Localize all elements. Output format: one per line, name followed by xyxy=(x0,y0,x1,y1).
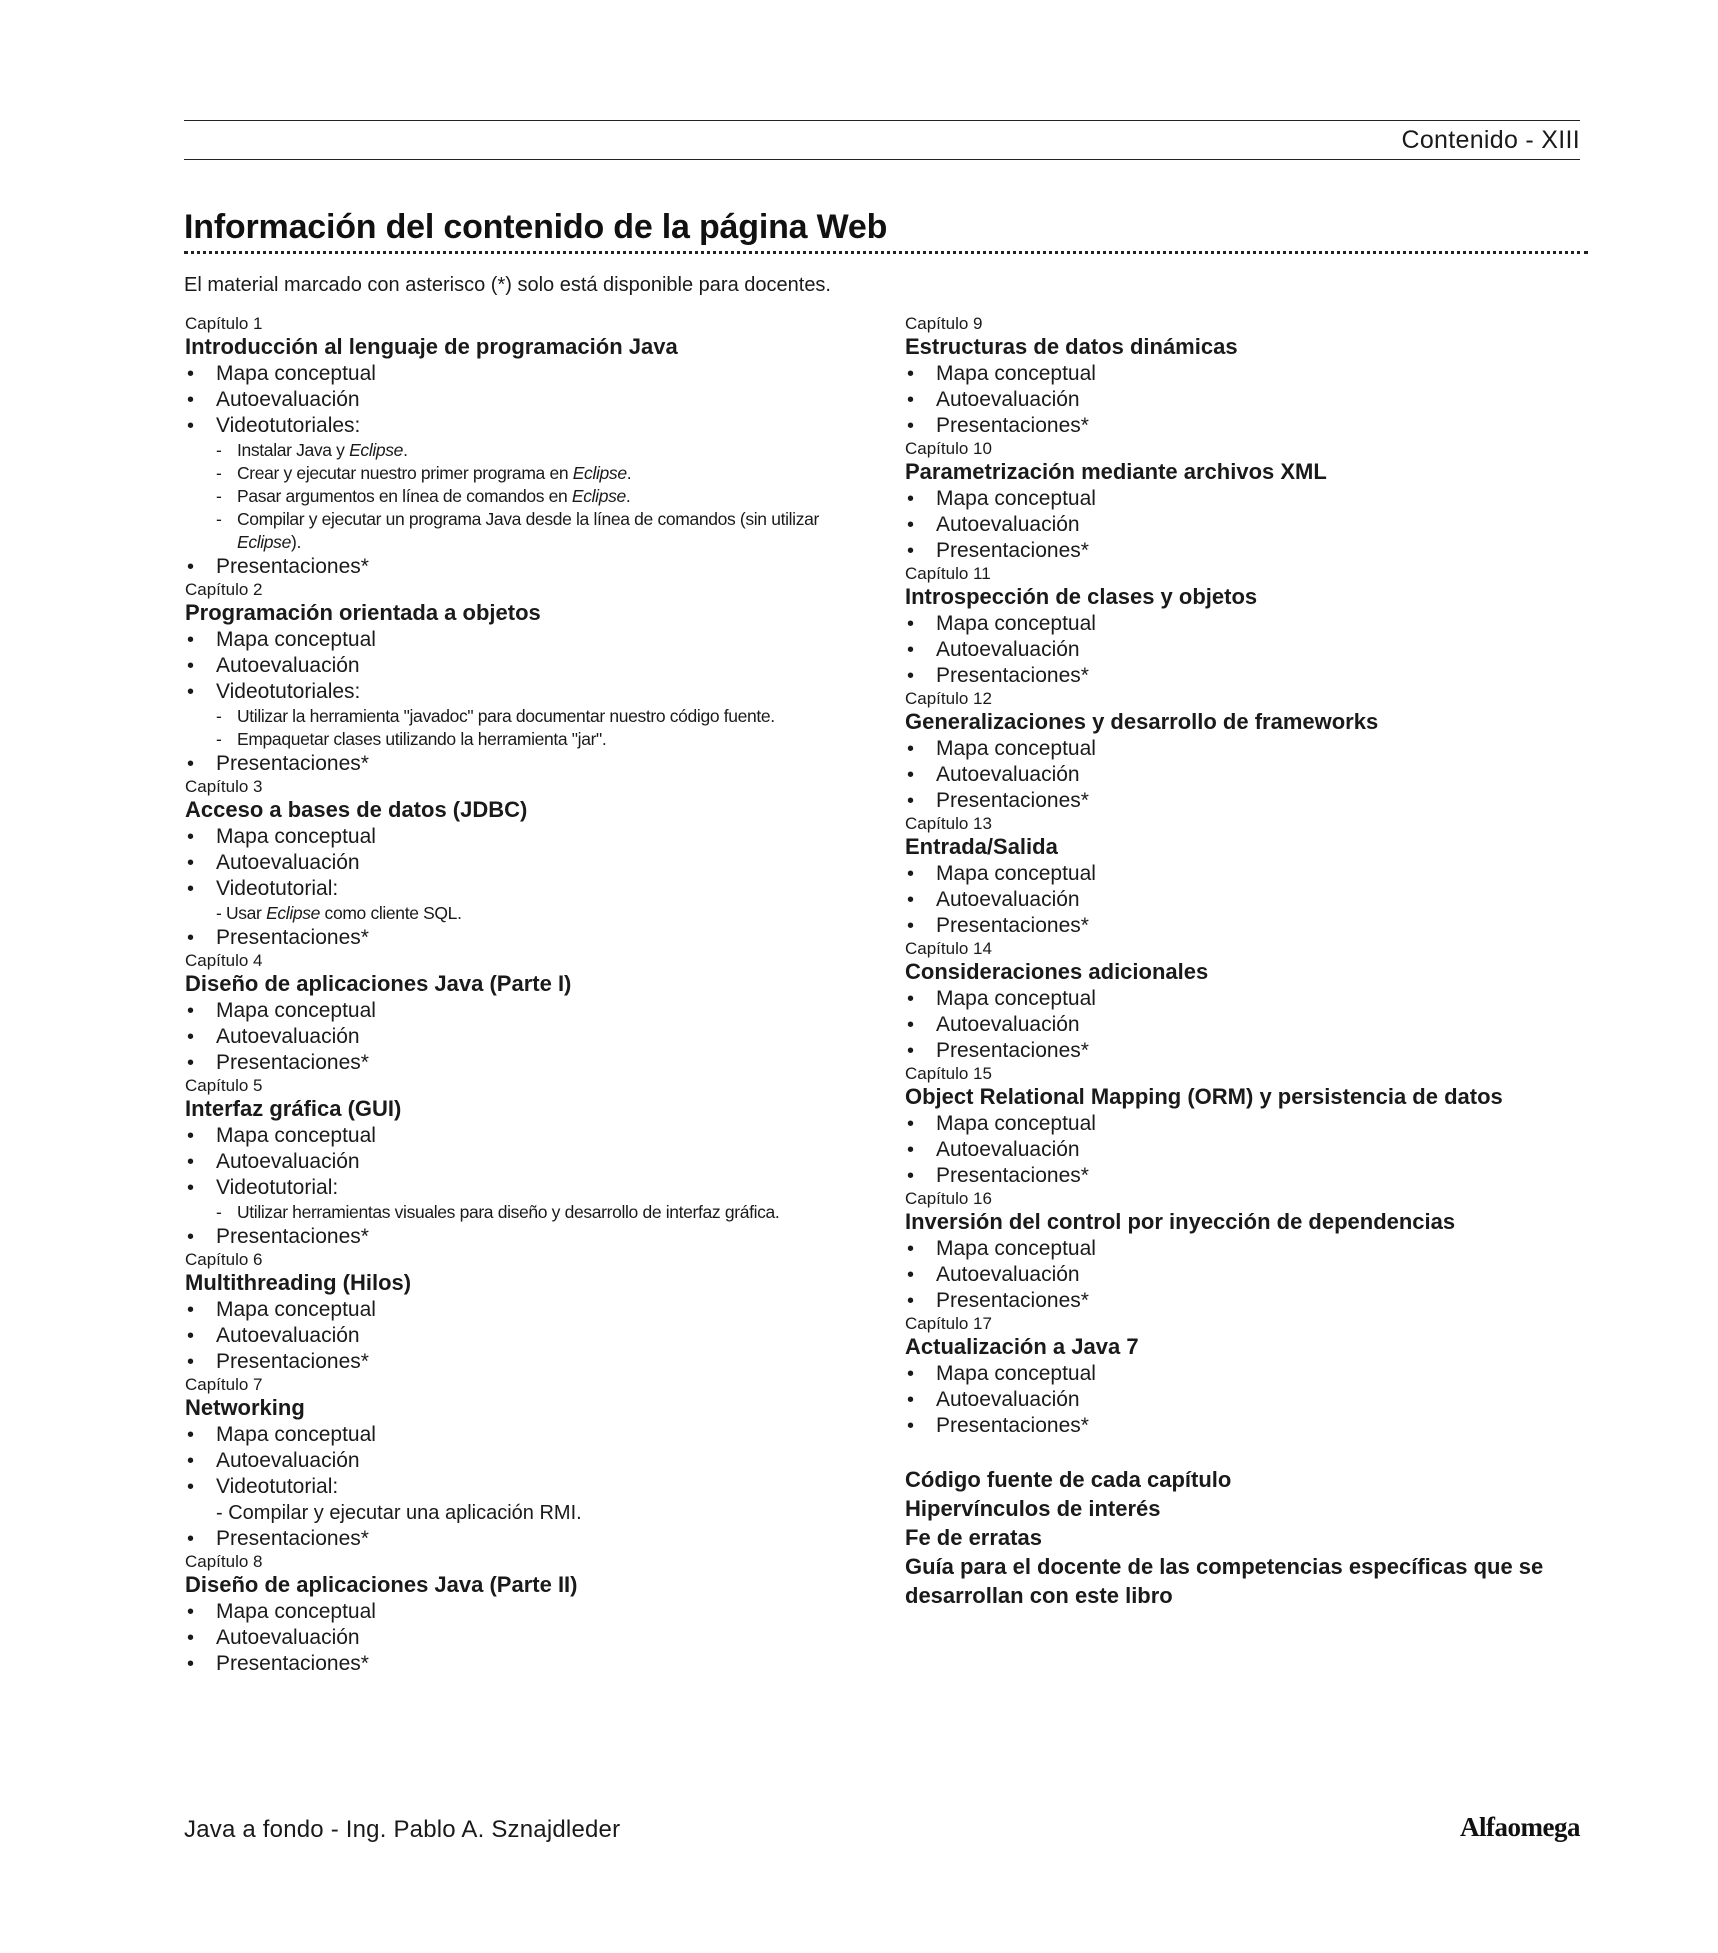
page-title: Información del contenido de la página Web xyxy=(184,208,888,246)
resource-list xyxy=(905,736,1595,814)
resource-item xyxy=(185,1474,875,1500)
resource-item xyxy=(905,1111,1595,1137)
resource-label: Videotutorial: xyxy=(216,877,339,900)
resource-label: Videotutoriales: xyxy=(216,414,361,437)
chapter-title: Programación orientada a objetos xyxy=(185,600,541,625)
resource-label: Autoevaluación xyxy=(936,513,1080,536)
resource-item xyxy=(905,1413,1595,1439)
resource-list xyxy=(905,1361,1595,1439)
resource-item xyxy=(905,486,1595,512)
resource-item xyxy=(905,611,1595,637)
chapter-block xyxy=(185,1552,875,1677)
resource-item xyxy=(185,1224,875,1250)
video-text: . xyxy=(626,463,632,483)
chapter-block xyxy=(185,1375,875,1552)
resource-item xyxy=(185,1625,875,1651)
resource-item xyxy=(185,1323,875,1349)
resource-label: Autoevaluación xyxy=(216,654,360,677)
emphasis-text: Eclipse xyxy=(266,903,321,923)
resource-label: Mapa conceptual xyxy=(936,987,1096,1010)
resource-label: Presentaciones* xyxy=(936,414,1089,437)
resource-label: Autoevaluación xyxy=(936,763,1080,786)
chapter-block xyxy=(905,1314,1595,1439)
resource-label: Presentaciones* xyxy=(936,789,1089,812)
resource-item xyxy=(905,512,1595,538)
resource-label: Presentaciones* xyxy=(936,1164,1089,1187)
resource-label: Mapa conceptual xyxy=(936,612,1096,635)
resource-label: Mapa conceptual xyxy=(216,362,376,385)
resource-list xyxy=(185,361,875,580)
resource-item xyxy=(185,413,875,439)
dash-bullet: - xyxy=(216,509,222,529)
resource-label: Presentaciones* xyxy=(936,1289,1089,1312)
chapter-block xyxy=(905,814,1595,939)
chapter-title: Diseño de aplicaciones Java (Parte I) xyxy=(185,971,572,996)
extra-resource: Fe de erratas xyxy=(905,1525,1042,1550)
video-text: Instalar Java y xyxy=(237,440,350,460)
chapter-block xyxy=(905,689,1595,814)
resource-item xyxy=(185,653,875,679)
resource-item xyxy=(185,1422,875,1448)
resource-list xyxy=(185,1422,875,1552)
resource-item xyxy=(905,736,1595,762)
extra-resource: Guía para el docente de las competencias específicas que se desarrollan con este libro xyxy=(905,1554,1544,1608)
resource-list xyxy=(185,824,875,951)
chapter-number: Capítulo 15 xyxy=(905,1064,992,1083)
resource-label: Mapa conceptual xyxy=(216,999,376,1022)
resource-label: Autoevaluación xyxy=(936,388,1080,411)
chapter-number: Capítulo 11 xyxy=(905,564,991,583)
right-column xyxy=(905,314,1595,1610)
resource-list xyxy=(905,486,1595,564)
chapter-number: Capítulo 16 xyxy=(905,1189,992,1208)
video-item xyxy=(185,1500,875,1526)
chapter-number: Capítulo 1 xyxy=(185,314,263,333)
chapter-title: Generalizaciones y desarrollo de frameworks xyxy=(905,709,1379,734)
video-text: Empaquetar clases utilizando la herramienta "jar". xyxy=(237,729,607,749)
video-list xyxy=(185,1500,875,1526)
resource-item xyxy=(905,788,1595,814)
chapter-block xyxy=(905,1064,1595,1189)
chapter-number: Capítulo 13 xyxy=(905,814,992,833)
chapter-title: Estructuras de datos dinámicas xyxy=(905,334,1238,359)
video-item xyxy=(185,902,875,925)
resource-label: Autoevaluación xyxy=(216,1626,360,1649)
resource-item xyxy=(185,361,875,387)
resource-label: Mapa conceptual xyxy=(216,825,376,848)
chapter-title: Actualización a Java 7 xyxy=(905,1334,1139,1359)
publisher-logo: Alfaomega xyxy=(1460,1812,1580,1842)
resource-item xyxy=(905,887,1595,913)
video-text: - Usar xyxy=(216,903,267,923)
resource-label: Presentaciones* xyxy=(936,539,1089,562)
resource-list xyxy=(185,1123,875,1250)
resource-item xyxy=(905,1012,1595,1038)
resource-item xyxy=(905,1288,1595,1314)
chapter-title: Parametrización mediante archivos XML xyxy=(905,459,1327,484)
resource-item xyxy=(185,824,875,850)
resource-label: Videotutoriales: xyxy=(216,680,361,703)
resource-item xyxy=(185,925,875,951)
resource-label: Presentaciones* xyxy=(936,1414,1089,1437)
right-chapters xyxy=(905,314,1595,1439)
resource-label: Autoevaluación xyxy=(216,851,360,874)
resource-label: Presentaciones* xyxy=(216,555,369,578)
resource-item xyxy=(185,1050,875,1076)
resource-label: Presentaciones* xyxy=(936,1039,1089,1062)
chapter-number: Capítulo 14 xyxy=(905,939,992,958)
resource-label: Videotutorial: xyxy=(216,1475,339,1498)
resource-list xyxy=(905,611,1595,689)
resource-item xyxy=(905,861,1595,887)
video-text: como cliente SQL. xyxy=(320,903,462,923)
chapter-title: Interfaz gráfica (GUI) xyxy=(185,1096,402,1121)
video-item xyxy=(185,1201,875,1224)
resource-label: Autoevaluación xyxy=(936,888,1080,911)
resource-item xyxy=(905,361,1595,387)
footer-book-title: Java a fondo - Ing. Pablo A. Sznajdleder xyxy=(184,1816,621,1843)
chapter-block xyxy=(185,314,875,580)
video-item xyxy=(185,485,875,508)
resource-item xyxy=(185,679,875,705)
resource-label: Mapa conceptual xyxy=(216,1423,376,1446)
header-bottom-rule xyxy=(184,159,1580,160)
resource-label: Mapa conceptual xyxy=(936,362,1096,385)
resource-label: Mapa conceptual xyxy=(936,737,1096,760)
chapter-number: Capítulo 8 xyxy=(185,1552,263,1571)
chapter-number: Capítulo 17 xyxy=(905,1314,992,1333)
emphasis-text: Eclipse xyxy=(572,463,627,483)
resource-label: Mapa conceptual xyxy=(216,1124,376,1147)
emphasis-text: Eclipse xyxy=(571,486,626,506)
dash-bullet: - xyxy=(216,463,222,483)
resource-list xyxy=(905,361,1595,439)
chapter-block xyxy=(905,564,1595,689)
dash-bullet: - xyxy=(216,706,222,726)
chapter-block xyxy=(185,951,875,1076)
chapter-title: Diseño de aplicaciones Java (Parte II) xyxy=(185,1572,578,1597)
video-text: . xyxy=(403,440,408,460)
resource-list xyxy=(185,1297,875,1375)
video-list xyxy=(185,1201,875,1224)
resource-label: Presentaciones* xyxy=(216,1350,369,1373)
video-item xyxy=(185,462,875,485)
chapter-number: Capítulo 7 xyxy=(185,1375,263,1394)
chapter-block xyxy=(905,1189,1595,1314)
resource-label: Mapa conceptual xyxy=(936,862,1096,885)
resource-label: Presentaciones* xyxy=(936,914,1089,937)
title-dotted-rule xyxy=(184,251,1588,254)
resource-label: Mapa conceptual xyxy=(936,487,1096,510)
resource-list xyxy=(905,1111,1595,1189)
resource-label: Autoevaluación xyxy=(936,1388,1080,1411)
resource-item xyxy=(185,1123,875,1149)
resource-label: Mapa conceptual xyxy=(936,1362,1096,1385)
resource-item xyxy=(905,413,1595,439)
video-text: Utilizar la herramienta "javadoc" para documentar nuestro código fuente. xyxy=(237,706,775,726)
video-text: Utilizar herramientas visuales para diseño y desarrollo de interfaz gráfica. xyxy=(237,1202,780,1222)
resource-item xyxy=(905,1137,1595,1163)
chapter-block xyxy=(185,777,875,951)
resource-list xyxy=(185,627,875,777)
resource-label: Mapa conceptual xyxy=(216,628,376,651)
resource-item xyxy=(185,1149,875,1175)
video-text: - Compilar y ejecutar una aplicación RMI. xyxy=(216,1502,582,1524)
chapter-number: Capítulo 10 xyxy=(905,439,992,458)
resource-item xyxy=(185,850,875,876)
resource-item xyxy=(185,1024,875,1050)
intro-note: El material marcado con asterisco (*) solo está disponible para docentes. xyxy=(184,274,831,296)
dash-bullet: - xyxy=(216,1202,222,1222)
resource-item xyxy=(905,1262,1595,1288)
chapter-title: Multithreading (Hilos) xyxy=(185,1270,412,1295)
resource-item xyxy=(905,913,1595,939)
resource-label: Videotutorial: xyxy=(216,1176,339,1199)
video-text: ). xyxy=(290,532,301,552)
video-text: . xyxy=(625,486,631,506)
resource-item xyxy=(905,1387,1595,1413)
resource-label: Autoevaluación xyxy=(216,1150,360,1173)
extra-resources xyxy=(905,1465,1595,1610)
chapter-number: Capítulo 9 xyxy=(905,314,983,333)
chapter-title: Object Relational Mapping (ORM) y persistencia de datos xyxy=(905,1084,1503,1109)
resource-item xyxy=(185,1448,875,1474)
extra-resource: Código fuente de cada capítulo xyxy=(905,1467,1232,1492)
resource-item xyxy=(185,998,875,1024)
chapter-title: Introspección de clases y objetos xyxy=(905,584,1258,609)
resource-label: Presentaciones* xyxy=(216,1527,369,1550)
resource-item xyxy=(185,1651,875,1677)
running-header: Contenido - XIII xyxy=(1401,126,1580,154)
resource-item xyxy=(905,1361,1595,1387)
resource-item xyxy=(185,876,875,902)
resource-label: Presentaciones* xyxy=(216,1225,369,1248)
resource-label: Autoevaluación xyxy=(216,1025,360,1048)
resource-item xyxy=(185,1599,875,1625)
resource-item xyxy=(185,1526,875,1552)
chapter-number: Capítulo 4 xyxy=(185,951,263,970)
resource-label: Mapa conceptual xyxy=(216,1298,376,1321)
resource-item xyxy=(185,751,875,777)
extra-resource: Hipervínculos de interés xyxy=(905,1496,1161,1521)
resource-item xyxy=(905,986,1595,1012)
resource-list xyxy=(185,1599,875,1677)
resource-label: Autoevaluación xyxy=(216,1324,360,1347)
chapter-title: Consideraciones adicionales xyxy=(905,959,1209,984)
chapter-block xyxy=(905,439,1595,564)
dash-bullet: - xyxy=(216,729,222,749)
chapter-title: Networking xyxy=(185,1395,305,1420)
video-text: Compilar y ejecutar un programa Java desde la línea de comandos (sin utilizar xyxy=(237,509,819,529)
chapter-block xyxy=(905,939,1595,1064)
resource-label: Autoevaluación xyxy=(216,1449,360,1472)
resource-item xyxy=(185,554,875,580)
resource-item xyxy=(185,627,875,653)
resource-item xyxy=(905,1236,1595,1262)
resource-label: Autoevaluación xyxy=(936,1013,1080,1036)
chapter-number: Capítulo 12 xyxy=(905,689,992,708)
resource-label: Mapa conceptual xyxy=(936,1112,1096,1135)
chapter-block xyxy=(185,1076,875,1250)
video-item xyxy=(185,508,875,554)
resource-item xyxy=(185,1349,875,1375)
resource-label: Autoevaluación xyxy=(936,1263,1080,1286)
resource-list xyxy=(185,998,875,1076)
resource-list xyxy=(905,861,1595,939)
resource-label: Presentaciones* xyxy=(216,1652,369,1675)
resource-label: Mapa conceptual xyxy=(216,1600,376,1623)
resource-item xyxy=(905,1163,1595,1189)
video-item xyxy=(185,439,875,462)
emphasis-text: Eclipse xyxy=(237,532,291,552)
emphasis-text: Eclipse xyxy=(349,440,404,460)
video-text: Pasar argumentos en línea de comandos en xyxy=(237,486,572,506)
resource-label: Mapa conceptual xyxy=(936,1237,1096,1260)
resource-item xyxy=(905,538,1595,564)
video-list xyxy=(185,439,875,554)
left-column xyxy=(185,314,875,1677)
chapter-number: Capítulo 5 xyxy=(185,1076,263,1095)
resource-item xyxy=(905,762,1595,788)
resource-label: Autoevaluación xyxy=(936,1138,1080,1161)
resource-item xyxy=(185,1175,875,1201)
chapter-number: Capítulo 3 xyxy=(185,777,263,796)
dash-bullet: - xyxy=(216,486,222,506)
video-list xyxy=(185,705,875,751)
resource-label: Presentaciones* xyxy=(216,1051,369,1074)
chapter-block xyxy=(185,580,875,777)
resource-label: Presentaciones* xyxy=(936,664,1089,687)
chapter-number: Capítulo 6 xyxy=(185,1250,263,1269)
chapter-number: Capítulo 2 xyxy=(185,580,263,599)
resource-item xyxy=(905,663,1595,689)
dash-bullet: - xyxy=(216,440,222,460)
chapter-block xyxy=(905,314,1595,439)
resource-list xyxy=(905,1236,1595,1314)
chapter-title: Acceso a bases de datos (JDBC) xyxy=(185,797,528,822)
chapter-block xyxy=(185,1250,875,1375)
resource-item xyxy=(905,637,1595,663)
resource-item xyxy=(905,1038,1595,1064)
chapter-title: Inversión del control por inyección de dependencias xyxy=(905,1209,1456,1234)
chapter-title: Entrada/Salida xyxy=(905,834,1058,859)
resource-label: Autoevaluación xyxy=(936,638,1080,661)
resource-item xyxy=(185,387,875,413)
video-text: Crear y ejecutar nuestro primer programa en xyxy=(237,463,573,483)
resource-item xyxy=(905,387,1595,413)
video-item xyxy=(185,728,875,751)
resource-label: Presentaciones* xyxy=(216,752,369,775)
video-item xyxy=(185,705,875,728)
resource-item xyxy=(185,1297,875,1323)
resource-list xyxy=(905,986,1595,1064)
header-top-rule xyxy=(184,120,1580,121)
resource-label: Presentaciones* xyxy=(216,926,369,949)
video-list xyxy=(185,902,875,925)
chapter-title: Introducción al lenguaje de programación Java xyxy=(185,334,678,359)
resource-label: Autoevaluación xyxy=(216,388,360,411)
